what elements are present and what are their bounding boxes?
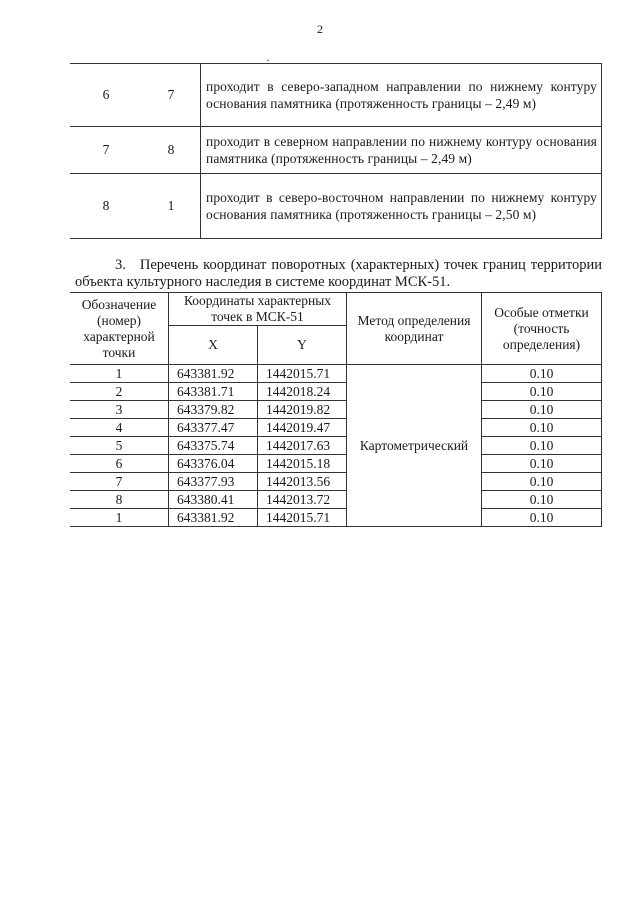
boundary-description-table xyxy=(70,63,602,239)
header-method: Метод определения координат xyxy=(347,293,482,365)
x-value: 643380.41 xyxy=(169,491,258,509)
point-number: 7 xyxy=(70,473,169,491)
x-value: 643381.92 xyxy=(169,509,258,527)
header-coordinates: Координаты характерных точек в МСК-51 xyxy=(169,293,347,326)
y-value: 1442019.47 xyxy=(258,419,347,437)
x-value: 643381.92 xyxy=(169,365,258,383)
from-point: 8 xyxy=(70,174,142,239)
section-number: 3. xyxy=(115,257,126,273)
method-value: Картометрический xyxy=(347,365,482,527)
y-value: 1442015.18 xyxy=(258,455,347,473)
y-value: 1442013.56 xyxy=(258,473,347,491)
accuracy-value: 0.10 xyxy=(482,491,602,509)
point-number: 3 xyxy=(70,401,169,419)
boundary-description: проходит в северном направлении по нижнему контуру основания памятника (протяженность границы – 2,49 м) xyxy=(201,127,602,174)
accuracy-value: 0.10 xyxy=(482,419,602,437)
accuracy-value: 0.10 xyxy=(482,437,602,455)
y-value: 1442013.72 xyxy=(258,491,347,509)
y-value: 1442019.82 xyxy=(258,401,347,419)
section-heading xyxy=(75,257,602,291)
from-point: 7 xyxy=(70,127,142,174)
header-notes: Особые отметки (точность определения) xyxy=(482,293,602,365)
y-value: 1442015.71 xyxy=(258,365,347,383)
table-row xyxy=(70,127,602,174)
boundary-description: проходит в северо-западном направлении по нижнему контуру основания памятника (протяженность границы – 2,49 м) xyxy=(201,64,602,127)
point-number: 8 xyxy=(70,491,169,509)
table-row xyxy=(70,174,602,239)
table-row xyxy=(70,509,602,527)
from-point: 6 xyxy=(70,64,142,127)
accuracy-value: 0.10 xyxy=(482,509,602,527)
scan-dot: · xyxy=(266,53,270,67)
point-number: 6 xyxy=(70,455,169,473)
table-row xyxy=(70,401,602,419)
table-row xyxy=(70,473,602,491)
table-row xyxy=(70,455,602,473)
table-row xyxy=(70,64,602,127)
table-row xyxy=(70,419,602,437)
point-number: 4 xyxy=(70,419,169,437)
x-value: 643376.04 xyxy=(169,455,258,473)
header-row xyxy=(70,293,602,326)
header-y: Y xyxy=(258,326,347,365)
table-row xyxy=(70,383,602,401)
x-value: 643379.82 xyxy=(169,401,258,419)
point-number: 2 xyxy=(70,383,169,401)
point-number: 1 xyxy=(70,509,169,527)
y-value: 1442017.63 xyxy=(258,437,347,455)
table-row xyxy=(70,437,602,455)
y-value: 1442015.71 xyxy=(258,509,347,527)
x-value: 643377.47 xyxy=(169,419,258,437)
header-x: X xyxy=(169,326,258,365)
page-number: 2 xyxy=(317,22,323,36)
to-point: 7 xyxy=(142,64,201,127)
point-number: 5 xyxy=(70,437,169,455)
table-row xyxy=(70,491,602,509)
boundary-description: проходит в северо-восточном направлении по нижнему контуру основания памятника (протяженность границы – 2,50 м) xyxy=(201,174,602,239)
accuracy-value: 0.10 xyxy=(482,383,602,401)
accuracy-value: 0.10 xyxy=(482,455,602,473)
accuracy-value: 0.10 xyxy=(482,473,602,491)
point-number: 1 xyxy=(70,365,169,383)
coordinates-table xyxy=(70,292,602,527)
accuracy-value: 0.10 xyxy=(482,365,602,383)
header-designation: Обозначение (номер) характерной точки xyxy=(70,293,169,365)
x-value: 643381.71 xyxy=(169,383,258,401)
table-row xyxy=(70,365,602,383)
x-value: 643377.93 xyxy=(169,473,258,491)
accuracy-value: 0.10 xyxy=(482,401,602,419)
y-value: 1442018.24 xyxy=(258,383,347,401)
to-point: 8 xyxy=(142,127,201,174)
x-value: 643375.74 xyxy=(169,437,258,455)
to-point: 1 xyxy=(142,174,201,239)
section-text: Перечень координат поворотных (характерных) точек границ территории объекта культурного наследия в системе координат МСК-51. xyxy=(75,257,602,290)
